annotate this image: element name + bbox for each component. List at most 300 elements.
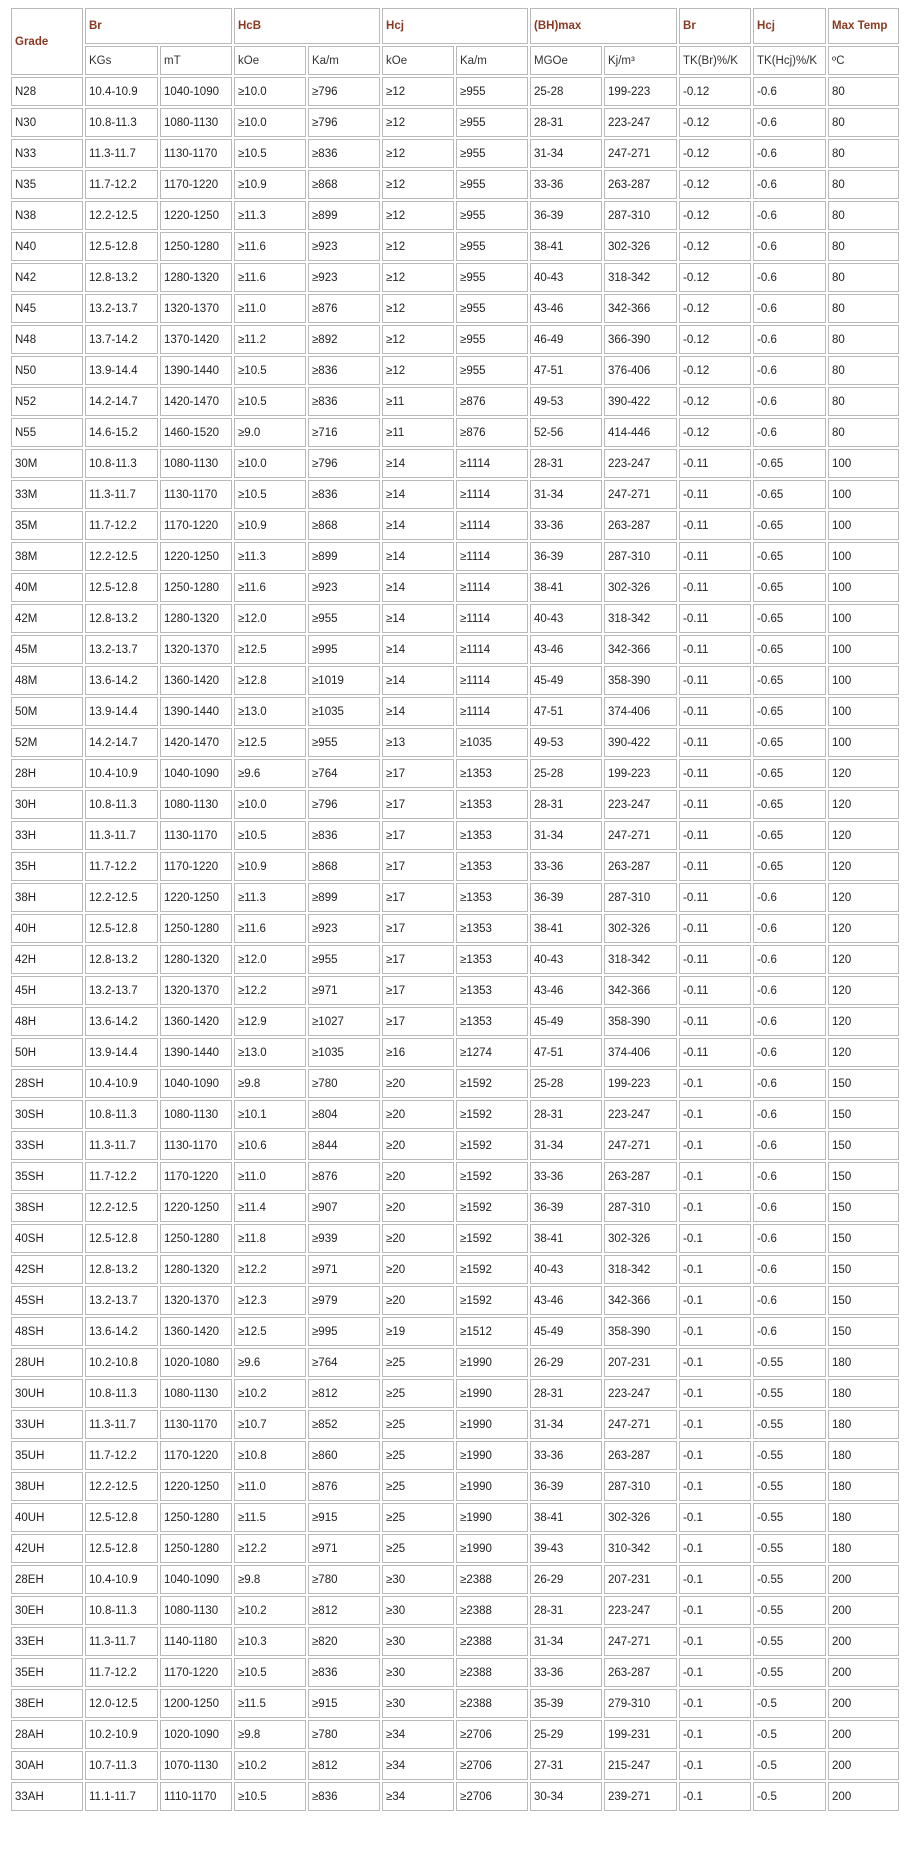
hcj-koe-cell: ≥17 [382, 759, 454, 788]
grade-cell: 30UH [11, 1379, 83, 1408]
bhmax-kjm3-cell: 358-390 [604, 1007, 677, 1036]
br-kgs-cell: 12.0-12.5 [85, 1689, 158, 1718]
br-mt-cell: 1220-1250 [160, 1193, 232, 1222]
tk-hcj-cell: -0.55 [753, 1658, 826, 1687]
br-kgs-cell: 11.7-12.2 [85, 1441, 158, 1470]
bhmax-mgoe-cell: 39-43 [530, 1534, 602, 1563]
bhmax-kjm3-cell: 223-247 [604, 108, 677, 137]
table-row [11, 1255, 899, 1284]
br-mt-cell: 1130-1170 [160, 1131, 232, 1160]
hcj-koe-cell: ≥14 [382, 604, 454, 633]
max-temp-cell: 80 [828, 263, 899, 292]
table-row [11, 1596, 899, 1625]
hcb-kam-cell: ≥915 [308, 1689, 380, 1718]
table-row [11, 1193, 899, 1222]
hcj-kam-cell: ≥1114 [456, 697, 528, 726]
bhmax-kjm3-cell: 207-231 [604, 1348, 677, 1377]
br-mt-cell: 1080-1130 [160, 790, 232, 819]
hcb-kam-cell: ≥923 [308, 232, 380, 261]
hcb-kam-cell: ≥1019 [308, 666, 380, 695]
bhmax-mgoe-cell: 43-46 [530, 635, 602, 664]
tk-br-group-header: Br [679, 8, 751, 44]
table-row [11, 1534, 899, 1563]
max-temp-cell: 100 [828, 728, 899, 757]
bhmax-mgoe-cell: 38-41 [530, 914, 602, 943]
tk-hcj-cell: -0.65 [753, 666, 826, 695]
bhmax-kjm3-cell: 318-342 [604, 1255, 677, 1284]
hcj-kam-cell: ≥1512 [456, 1317, 528, 1346]
bhmax-mgoe-cell: 36-39 [530, 201, 602, 230]
bhmax-kjm3-cell: 263-287 [604, 852, 677, 881]
br-mt-cell: 1080-1130 [160, 1379, 232, 1408]
hcb-kam-cell: ≥844 [308, 1131, 380, 1160]
tk-br-cell: -0.1 [679, 1782, 751, 1811]
bhmax-kjm3-cell: 199-223 [604, 759, 677, 788]
tk-br-cell: -0.1 [679, 1131, 751, 1160]
hcj-kam-cell: ≥955 [456, 201, 528, 230]
bhmax-kjm3-cell: 374-406 [604, 1038, 677, 1067]
br-kgs-cell: 13.2-13.7 [85, 1286, 158, 1315]
hcb-koe-cell: ≥12.0 [234, 604, 306, 633]
hcb-kam-cell: ≥955 [308, 604, 380, 633]
br-kgs-cell: 10.4-10.9 [85, 77, 158, 106]
bhmax-kjm3-cell: 263-287 [604, 1162, 677, 1191]
table-row [11, 542, 899, 571]
magnet-grade-table [9, 6, 901, 1813]
tk-hcj-cell: -0.6 [753, 1038, 826, 1067]
table-row [11, 976, 899, 1005]
hcj-kam-cell: ≥2706 [456, 1782, 528, 1811]
br-mt-cell: 1320-1370 [160, 976, 232, 1005]
hcb-kam-cell: ≥780 [308, 1565, 380, 1594]
unit-kgs: KGs [85, 46, 158, 75]
hcb-koe-cell: ≥10.5 [234, 139, 306, 168]
hcb-kam-cell: ≥780 [308, 1069, 380, 1098]
tk-hcj-cell: -0.55 [753, 1441, 826, 1470]
table-row [11, 263, 899, 292]
hcb-kam-cell: ≥796 [308, 449, 380, 478]
hcj-koe-cell: ≥34 [382, 1782, 454, 1811]
tk-br-cell: -0.11 [679, 573, 751, 602]
bhmax-mgoe-cell: 25-29 [530, 1720, 602, 1749]
br-mt-cell: 1220-1250 [160, 201, 232, 230]
hcj-koe-cell: ≥17 [382, 914, 454, 943]
hcj-kam-cell: ≥2388 [456, 1596, 528, 1625]
br-mt-cell: 1460-1520 [160, 418, 232, 447]
hcj-kam-cell: ≥1990 [456, 1348, 528, 1377]
tk-hcj-cell: -0.6 [753, 1162, 826, 1191]
hcb-koe-cell: ≥10.5 [234, 480, 306, 509]
table-row [11, 573, 899, 602]
hcb-koe-cell: ≥12.5 [234, 635, 306, 664]
hcj-kam-cell: ≥1114 [456, 666, 528, 695]
br-mt-cell: 1140-1180 [160, 1627, 232, 1656]
tk-br-cell: -0.12 [679, 356, 751, 385]
br-mt-cell: 1250-1280 [160, 1224, 232, 1253]
grade-cell: 38H [11, 883, 83, 912]
bhmax-mgoe-cell: 28-31 [530, 108, 602, 137]
bhmax-kjm3-cell: 223-247 [604, 449, 677, 478]
bhmax-kjm3-cell: 376-406 [604, 356, 677, 385]
hcj-koe-cell: ≥12 [382, 356, 454, 385]
br-mt-cell: 1080-1130 [160, 1100, 232, 1129]
tk-hcj-cell: -0.65 [753, 790, 826, 819]
br-kgs-cell: 12.8-13.2 [85, 604, 158, 633]
max-temp-cell: 100 [828, 604, 899, 633]
table-row [11, 1565, 899, 1594]
max-temp-cell: 100 [828, 511, 899, 540]
bhmax-mgoe-cell: 28-31 [530, 1379, 602, 1408]
tk-br-cell: -0.11 [679, 511, 751, 540]
bhmax-mgoe-cell: 31-34 [530, 480, 602, 509]
br-kgs-cell: 10.8-11.3 [85, 449, 158, 478]
hcb-koe-cell: ≥10.2 [234, 1751, 306, 1780]
br-mt-cell: 1360-1420 [160, 1317, 232, 1346]
hcj-koe-cell: ≥14 [382, 573, 454, 602]
max-temp-cell: 120 [828, 759, 899, 788]
bhmax-kjm3-cell: 247-271 [604, 139, 677, 168]
tk-br-cell: -0.11 [679, 852, 751, 881]
tk-br-cell: -0.1 [679, 1069, 751, 1098]
tk-br-cell: -0.12 [679, 201, 751, 230]
tk-hcj-cell: -0.6 [753, 108, 826, 137]
hcj-kam-cell: ≥876 [456, 418, 528, 447]
bhmax-kjm3-cell: 342-366 [604, 635, 677, 664]
hcb-koe-cell: ≥10.0 [234, 449, 306, 478]
tk-br-cell: -0.11 [679, 1007, 751, 1036]
hcb-kam-cell: ≥820 [308, 1627, 380, 1656]
br-kgs-cell: 12.8-13.2 [85, 1255, 158, 1284]
hcj-kam-cell: ≥1114 [456, 511, 528, 540]
table-row [11, 1038, 899, 1067]
table-row [11, 294, 899, 323]
br-mt-cell: 1080-1130 [160, 1596, 232, 1625]
grade-cell: 38UH [11, 1472, 83, 1501]
max-temp-cell: 80 [828, 294, 899, 323]
max-temp-cell: 80 [828, 201, 899, 230]
br-mt-cell: 1020-1080 [160, 1348, 232, 1377]
hcb-koe-cell: ≥9.6 [234, 1348, 306, 1377]
grade-cell: 50H [11, 1038, 83, 1067]
grade-cell: 33M [11, 480, 83, 509]
hcj-kam-cell: ≥1990 [456, 1472, 528, 1501]
bhmax-kjm3-cell: 287-310 [604, 201, 677, 230]
hcj-koe-cell: ≥16 [382, 1038, 454, 1067]
hcj-kam-cell: ≥955 [456, 356, 528, 385]
bhmax-kjm3-cell: 207-231 [604, 1565, 677, 1594]
hcb-koe-cell: ≥11.4 [234, 1193, 306, 1222]
max-temp-cell: 180 [828, 1410, 899, 1439]
unit-tk-br: TK(Br)%/K [679, 46, 751, 75]
br-kgs-cell: 10.4-10.9 [85, 1565, 158, 1594]
tk-br-cell: -0.12 [679, 139, 751, 168]
tk-br-cell: -0.12 [679, 294, 751, 323]
bhmax-kjm3-cell: 199-231 [604, 1720, 677, 1749]
grade-cell: 28H [11, 759, 83, 788]
bhmax-kjm3-cell: 247-271 [604, 1410, 677, 1439]
hcj-koe-cell: ≥30 [382, 1565, 454, 1594]
br-mt-cell: 1320-1370 [160, 294, 232, 323]
bhmax-kjm3-cell: 390-422 [604, 387, 677, 416]
hcj-koe-cell: ≥14 [382, 449, 454, 478]
tk-hcj-cell: -0.6 [753, 976, 826, 1005]
hcj-koe-cell: ≥25 [382, 1534, 454, 1563]
grade-cell: 45SH [11, 1286, 83, 1315]
hcb-koe-cell: ≥11.0 [234, 1472, 306, 1501]
hcj-kam-cell: ≥1114 [456, 573, 528, 602]
hcb-kam-cell: ≥899 [308, 883, 380, 912]
tk-br-cell: -0.11 [679, 697, 751, 726]
max-temp-cell: 180 [828, 1348, 899, 1377]
bhmax-mgoe-cell: 33-36 [530, 511, 602, 540]
tk-hcj-cell: -0.65 [753, 697, 826, 726]
max-temp-cell: 80 [828, 418, 899, 447]
grade-cell: 50M [11, 697, 83, 726]
hcb-koe-cell: ≥10.1 [234, 1100, 306, 1129]
max-temp-cell: 150 [828, 1131, 899, 1160]
hcj-kam-cell: ≥955 [456, 325, 528, 354]
br-mt-cell: 1220-1250 [160, 1472, 232, 1501]
table-row [11, 1131, 899, 1160]
max-temp-cell: 100 [828, 666, 899, 695]
br-kgs-cell: 10.8-11.3 [85, 1100, 158, 1129]
tk-hcj-cell: -0.5 [753, 1720, 826, 1749]
hcj-koe-cell: ≥34 [382, 1751, 454, 1780]
tk-br-cell: -0.12 [679, 170, 751, 199]
bhmax-kjm3-cell: 263-287 [604, 170, 677, 199]
br-mt-cell: 1390-1440 [160, 356, 232, 385]
br-mt-cell: 1170-1220 [160, 1162, 232, 1191]
hcj-koe-cell: ≥34 [382, 1720, 454, 1749]
hcj-koe-cell: ≥14 [382, 511, 454, 540]
hcj-kam-cell: ≥1592 [456, 1255, 528, 1284]
tk-br-cell: -0.11 [679, 883, 751, 912]
tk-br-cell: -0.1 [679, 1193, 751, 1222]
table-row [11, 1224, 899, 1253]
hcb-koe-cell: ≥10.7 [234, 1410, 306, 1439]
hcj-kam-cell: ≥1592 [456, 1100, 528, 1129]
bhmax-mgoe-cell: 31-34 [530, 139, 602, 168]
hcb-koe-cell: ≥10.9 [234, 852, 306, 881]
max-temp-cell: 200 [828, 1751, 899, 1780]
br-kgs-cell: 10.8-11.3 [85, 1379, 158, 1408]
hcj-kam-cell: ≥1990 [456, 1379, 528, 1408]
max-temp-cell: 150 [828, 1255, 899, 1284]
hcb-kam-cell: ≥860 [308, 1441, 380, 1470]
table-row [11, 1441, 899, 1470]
tk-hcj-cell: -0.6 [753, 1069, 826, 1098]
hcj-koe-cell: ≥12 [382, 139, 454, 168]
bhmax-mgoe-cell: 28-31 [530, 790, 602, 819]
hcb-kam-cell: ≥876 [308, 294, 380, 323]
br-kgs-cell: 12.8-13.2 [85, 945, 158, 974]
hcj-koe-cell: ≥14 [382, 635, 454, 664]
hcj-kam-cell: ≥1990 [456, 1441, 528, 1470]
bhmax-mgoe-cell: 45-49 [530, 1007, 602, 1036]
table-row [11, 449, 899, 478]
tk-hcj-cell: -0.6 [753, 232, 826, 261]
hcb-kam-cell: ≥836 [308, 1782, 380, 1811]
br-mt-cell: 1040-1090 [160, 1069, 232, 1098]
table-row [11, 232, 899, 261]
grade-cell: 35EH [11, 1658, 83, 1687]
hcb-koe-cell: ≥11.3 [234, 542, 306, 571]
br-mt-cell: 1200-1250 [160, 1689, 232, 1718]
max-temp-cell: 80 [828, 387, 899, 416]
hcj-koe-cell: ≥30 [382, 1627, 454, 1656]
table-row [11, 1410, 899, 1439]
hcb-kam-cell: ≥899 [308, 201, 380, 230]
max-temp-cell: 150 [828, 1286, 899, 1315]
grade-cell: 38M [11, 542, 83, 571]
hcb-koe-cell: ≥11.6 [234, 232, 306, 261]
table-row [11, 1658, 899, 1687]
hcj-koe-cell: ≥25 [382, 1410, 454, 1439]
bhmax-kjm3-cell: 366-390 [604, 325, 677, 354]
bhmax-kjm3-cell: 302-326 [604, 914, 677, 943]
table-row [11, 604, 899, 633]
bhmax-kjm3-cell: 279-310 [604, 1689, 677, 1718]
bhmax-mgoe-cell: 28-31 [530, 449, 602, 478]
br-kgs-cell: 13.2-13.7 [85, 294, 158, 323]
hcj-kam-cell: ≥1592 [456, 1193, 528, 1222]
max-temp-cell: 120 [828, 790, 899, 819]
hcb-koe-cell: ≥12.2 [234, 1255, 306, 1284]
tk-hcj-cell: -0.55 [753, 1379, 826, 1408]
bhmax-kjm3-cell: 287-310 [604, 883, 677, 912]
bhmax-kjm3-cell: 287-310 [604, 1193, 677, 1222]
max-temp-cell: 180 [828, 1534, 899, 1563]
br-mt-cell: 1220-1250 [160, 542, 232, 571]
tk-br-cell: -0.1 [679, 1162, 751, 1191]
tk-br-cell: -0.11 [679, 1038, 751, 1067]
table-body [11, 77, 899, 1811]
bhmax-mgoe-cell: 43-46 [530, 976, 602, 1005]
hcj-koe-cell: ≥25 [382, 1503, 454, 1532]
tk-hcj-cell: -0.6 [753, 170, 826, 199]
bhmax-mgoe-cell: 49-53 [530, 728, 602, 757]
hcj-koe-cell: ≥20 [382, 1131, 454, 1160]
hcb-koe-cell: ≥10.0 [234, 790, 306, 819]
hcb-kam-cell: ≥892 [308, 325, 380, 354]
bhmax-kjm3-cell: 318-342 [604, 604, 677, 633]
max-temp-cell: 200 [828, 1565, 899, 1594]
max-temp-cell: 100 [828, 542, 899, 571]
hcb-koe-cell: ≥11.5 [234, 1503, 306, 1532]
grade-cell: 42UH [11, 1534, 83, 1563]
br-mt-cell: 1040-1090 [160, 77, 232, 106]
tk-br-cell: -0.12 [679, 325, 751, 354]
hcj-koe-cell: ≥14 [382, 666, 454, 695]
bhmax-mgoe-cell: 33-36 [530, 1441, 602, 1470]
hcj-koe-cell: ≥17 [382, 1007, 454, 1036]
bhmax-mgoe-cell: 36-39 [530, 542, 602, 571]
hcj-koe-cell: ≥17 [382, 945, 454, 974]
br-kgs-cell: 10.4-10.9 [85, 759, 158, 788]
max-temp-cell: 150 [828, 1317, 899, 1346]
br-mt-cell: 1280-1320 [160, 1255, 232, 1284]
grade-cell: 33EH [11, 1627, 83, 1656]
hcb-kam-cell: ≥915 [308, 1503, 380, 1532]
hcj-koe-cell: ≥14 [382, 480, 454, 509]
grade-cell: N35 [11, 170, 83, 199]
grade-cell: N45 [11, 294, 83, 323]
unit-hcj-koe: kOe [382, 46, 454, 75]
tk-br-cell: -0.11 [679, 449, 751, 478]
br-mt-cell: 1130-1170 [160, 821, 232, 850]
br-kgs-cell: 13.2-13.7 [85, 976, 158, 1005]
bhmax-mgoe-cell: 28-31 [530, 1100, 602, 1129]
hcb-koe-cell: ≥13.0 [234, 697, 306, 726]
hcb-koe-cell: ≥9.6 [234, 759, 306, 788]
hcj-kam-cell: ≥955 [456, 139, 528, 168]
br-mt-cell: 1250-1280 [160, 1534, 232, 1563]
grade-cell: N40 [11, 232, 83, 261]
tk-hcj-group-header: Hcj [753, 8, 826, 44]
max-temp-cell: 100 [828, 573, 899, 602]
br-mt-cell: 1040-1090 [160, 759, 232, 788]
bhmax-mgoe-cell: 25-28 [530, 77, 602, 106]
max-temp-cell: 80 [828, 170, 899, 199]
table-row [11, 1162, 899, 1191]
grade-cell: 35M [11, 511, 83, 540]
br-kgs-cell: 11.3-11.7 [85, 1410, 158, 1439]
br-kgs-cell: 10.8-11.3 [85, 1596, 158, 1625]
br-mt-cell: 1110-1170 [160, 1782, 232, 1811]
unit-hcb-kam: Ka/m [308, 46, 380, 75]
hcj-kam-cell: ≥1353 [456, 821, 528, 850]
hcb-kam-cell: ≥923 [308, 573, 380, 602]
tk-hcj-cell: -0.55 [753, 1534, 826, 1563]
br-mt-cell: 1370-1420 [160, 325, 232, 354]
tk-hcj-cell: -0.5 [753, 1689, 826, 1718]
hcb-koe-cell: ≥11.6 [234, 914, 306, 943]
grade-cell: 28AH [11, 1720, 83, 1749]
bhmax-mgoe-cell: 30-34 [530, 1782, 602, 1811]
br-mt-cell: 1320-1370 [160, 635, 232, 664]
bhmax-mgoe-cell: 40-43 [530, 1255, 602, 1284]
hcj-koe-cell: ≥30 [382, 1596, 454, 1625]
br-mt-cell: 1070-1130 [160, 1751, 232, 1780]
hcb-koe-cell: ≥10.2 [234, 1596, 306, 1625]
hcb-kam-cell: ≥836 [308, 1658, 380, 1687]
br-mt-cell: 1250-1280 [160, 914, 232, 943]
hcj-koe-cell: ≥20 [382, 1224, 454, 1253]
br-kgs-cell: 11.7-12.2 [85, 511, 158, 540]
bhmax-kjm3-cell: 239-271 [604, 1782, 677, 1811]
bhmax-kjm3-cell: 287-310 [604, 1472, 677, 1501]
grade-cell: 45M [11, 635, 83, 664]
tk-hcj-cell: -0.6 [753, 263, 826, 292]
tk-hcj-cell: -0.65 [753, 728, 826, 757]
br-mt-cell: 1080-1130 [160, 449, 232, 478]
grade-cell: 42M [11, 604, 83, 633]
bhmax-mgoe-cell: 26-29 [530, 1565, 602, 1594]
br-kgs-cell: 13.7-14.2 [85, 325, 158, 354]
max-temp-cell: 200 [828, 1596, 899, 1625]
hcj-koe-cell: ≥12 [382, 325, 454, 354]
hcb-kam-cell: ≥971 [308, 1255, 380, 1284]
hcb-kam-cell: ≥868 [308, 852, 380, 881]
br-kgs-cell: 14.2-14.7 [85, 387, 158, 416]
hcj-koe-cell: ≥30 [382, 1658, 454, 1687]
hcj-koe-cell: ≥14 [382, 697, 454, 726]
hcj-koe-cell: ≥30 [382, 1689, 454, 1718]
grade-cell: 40H [11, 914, 83, 943]
bhmax-kjm3-cell: 342-366 [604, 976, 677, 1005]
hcb-kam-cell: ≥836 [308, 821, 380, 850]
grade-cell: N28 [11, 77, 83, 106]
